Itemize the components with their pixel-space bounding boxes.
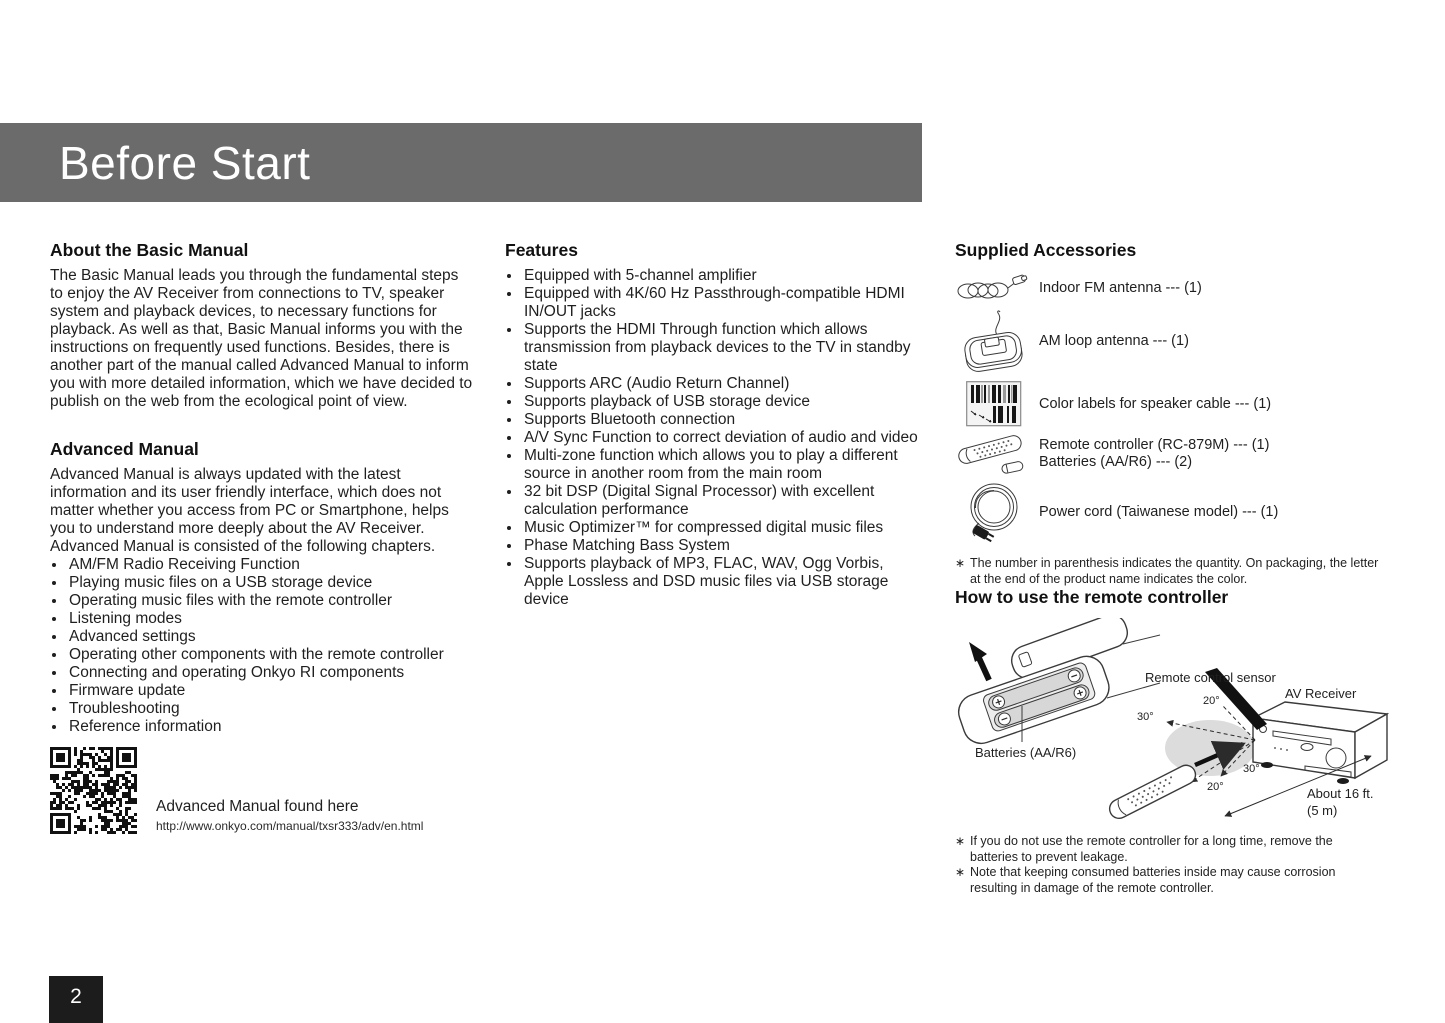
feature-item: • Supports playback of USB storage device bbox=[522, 393, 923, 411]
qr-url: http://www.onkyo.com/manual/txsr333/adv/en.html bbox=[156, 819, 424, 833]
accessory-label: Indoor FM antenna --- (1) bbox=[1039, 279, 1202, 296]
battery-insertion-figure bbox=[955, 618, 1160, 760]
chapter-item: • Listening modes bbox=[67, 610, 474, 628]
note-line: Note that keeping consumed batteries inside may cause corrosion bbox=[970, 865, 1336, 879]
chapter-item: • Playing music files on a USB storage device bbox=[67, 574, 474, 592]
feature-item: • A/V Sync Function to correct deviation of audio and video bbox=[522, 429, 923, 447]
remote-note bbox=[955, 834, 1413, 865]
chapter-item: • Operating other components with the remote controller bbox=[67, 646, 474, 664]
remote-controller-icon bbox=[955, 433, 1033, 475]
advanced-chapter-list bbox=[50, 556, 474, 736]
remote-note bbox=[955, 865, 1413, 896]
accessory-row bbox=[955, 309, 1413, 373]
accessory-label: Power cord (Taiwanese model) --- (1) bbox=[1039, 503, 1279, 520]
accessories-heading: Supplied Accessories bbox=[955, 240, 1137, 260]
note-line: The number in parenthesis indicates the quantity. On packaging, the letter bbox=[970, 556, 1379, 570]
about-body: The Basic Manual leads you through the fundamental steps to enjoy the AV Receiver from connections to TV, speaker system and playback devices, to necessary functions for playback. As well as that, Basic Manual informs you with the instructions on frequently used functions. Besides, there is another part of the manual called Advanced Manual to inform you with more detailed information, which we have decided to publish on the web from the ecological point of view. bbox=[50, 267, 473, 410]
accessory-row bbox=[955, 481, 1413, 543]
am-loop-antenna-icon bbox=[955, 309, 1033, 373]
page-number: 2 bbox=[70, 985, 82, 1008]
feature-item: • Music Optimizer™ for compressed digital music files bbox=[522, 519, 923, 537]
remote-note-text bbox=[970, 834, 1333, 865]
accessory-row bbox=[955, 433, 1413, 475]
receiver-label: AV Receiver bbox=[1285, 686, 1357, 701]
accessories-list bbox=[955, 273, 1413, 543]
about-heading: About the Basic Manual bbox=[50, 240, 249, 260]
page-number-badge bbox=[49, 976, 103, 1023]
accessories-note-text bbox=[970, 556, 1378, 587]
advanced-heading: Advanced Manual bbox=[50, 439, 199, 459]
feature-item: • Supports playback of MP3, FLAC, WAV, Ogg Vorbis, Apple Lossless and DSD music files via USB storage device bbox=[522, 555, 923, 609]
accessory-row bbox=[955, 381, 1413, 427]
accessory-row bbox=[955, 273, 1413, 303]
note-line: batteries to prevent leakage. bbox=[970, 849, 1128, 864]
remote-usage-diagram bbox=[955, 618, 1413, 830]
distance-label-line1: About 16 ft. bbox=[1307, 786, 1374, 801]
feature-item: • Supports ARC (Audio Return Channel) bbox=[522, 375, 923, 393]
asterisk-symbol: ∗ bbox=[955, 865, 966, 879]
accessory-label bbox=[1039, 437, 1269, 471]
power-cord-icon bbox=[955, 481, 1033, 543]
feature-item: • Multi-zone function which allows you to play a different source in another room from the main room bbox=[522, 447, 923, 483]
column-features bbox=[505, 240, 923, 609]
qr-caption-block bbox=[156, 798, 423, 834]
feature-item: • Equipped with 4K/60 Hz Passthrough-compatible HDMI IN/OUT jacks bbox=[522, 285, 923, 321]
chapter-header-bar bbox=[0, 123, 922, 202]
chapter-title: Before Start bbox=[59, 136, 311, 189]
angle-left-label: 30° bbox=[1137, 711, 1154, 723]
remote-usage-notes bbox=[955, 834, 1413, 896]
sensor-label: Remote control sensor bbox=[1145, 670, 1276, 685]
column-accessories bbox=[955, 240, 1413, 896]
accessory-label-line: Batteries (AA/R6) --- (2) bbox=[1039, 454, 1193, 470]
advanced-body: Advanced Manual is always updated with the latest information and its user friendly interface, which does not matter whether you access from PC or Smartphone, helps you to understand more deeply about the AV Receiver. Advanced Manual is consisted of the following chapters. bbox=[50, 466, 449, 555]
features-list bbox=[505, 267, 923, 609]
chapter-item: • AM/FM Radio Receiving Function bbox=[67, 556, 474, 574]
angle-top-label: 20° bbox=[1203, 695, 1220, 707]
fm-antenna-icon bbox=[955, 273, 1033, 303]
feature-item: • Equipped with 5-channel amplifier bbox=[522, 267, 923, 285]
feature-item: • 32 bit DSP (Digital Signal Processor) with excellent calculation performance bbox=[522, 483, 923, 519]
feature-item: • Supports the HDMI Through function which allows transmission from playback devices to the TV in standby state bbox=[522, 321, 923, 375]
feature-item: • Supports Bluetooth connection bbox=[522, 411, 923, 429]
asterisk-symbol: ∗ bbox=[955, 834, 966, 848]
chapter-item: • Operating music files with the remote controller bbox=[67, 592, 474, 610]
distance-label-line2: (5 m) bbox=[1307, 803, 1338, 818]
accessory-label-line: Remote controller (RC-879M) --- (1) bbox=[1039, 437, 1270, 453]
chapter-item: • Advanced settings bbox=[67, 628, 474, 646]
remote-drawing bbox=[1106, 762, 1198, 822]
angle-right-label: 30° bbox=[1243, 763, 1260, 775]
chapter-item: • Connecting and operating Onkyo RI components bbox=[67, 664, 474, 682]
color-labels-icon bbox=[955, 381, 1033, 427]
note-line: at the end of the product name indicates the color. bbox=[970, 571, 1248, 586]
remote-usage-heading: How to use the remote controller bbox=[955, 587, 1229, 607]
column-about bbox=[50, 240, 474, 834]
sensor-range-figure bbox=[1106, 668, 1387, 822]
chapter-item: • Reference information bbox=[67, 718, 474, 736]
feature-item: • Phase Matching Bass System bbox=[522, 537, 923, 555]
asterisk-symbol: ∗ bbox=[955, 556, 966, 570]
qr-block bbox=[50, 747, 474, 834]
remote-note-text bbox=[970, 865, 1335, 896]
features-heading: Features bbox=[505, 240, 578, 260]
qr-code bbox=[50, 747, 137, 834]
chapter-item: • Troubleshooting bbox=[67, 700, 474, 718]
note-line: resulting in damage of the remote controller. bbox=[970, 880, 1214, 895]
batteries-label: Batteries (AA/R6) bbox=[975, 745, 1077, 760]
av-receiver-drawing bbox=[1253, 702, 1387, 784]
note-line: If you do not use the remote controller for a long time, remove the bbox=[970, 834, 1333, 848]
chapter-item: • Firmware update bbox=[67, 682, 474, 700]
accessory-label: AM loop antenna --- (1) bbox=[1039, 332, 1189, 349]
angle-bottom-label: 20° bbox=[1207, 781, 1224, 793]
qr-caption: Advanced Manual found here bbox=[156, 798, 359, 815]
accessories-note bbox=[955, 556, 1413, 587]
advanced-manual-section bbox=[50, 439, 474, 736]
accessory-label: Color labels for speaker cable --- (1) bbox=[1039, 395, 1272, 412]
